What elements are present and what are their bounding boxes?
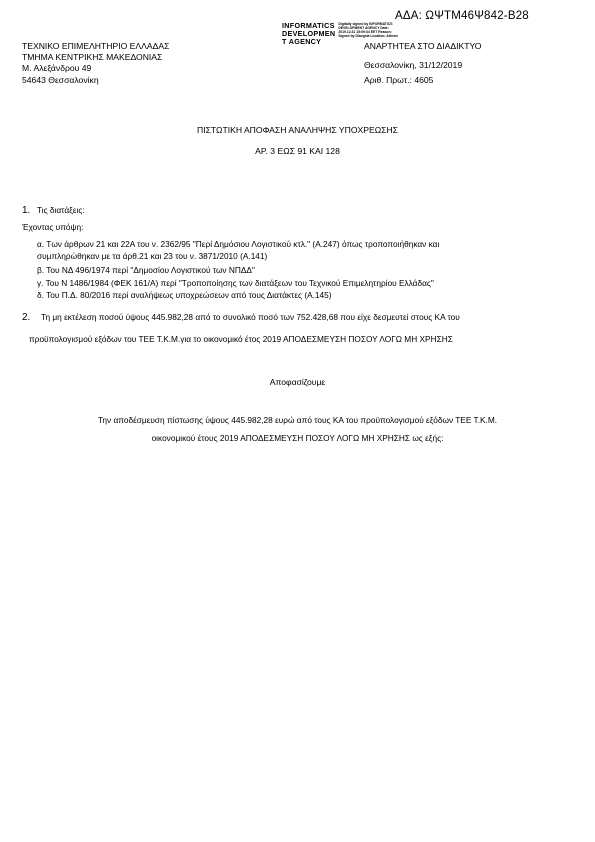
document-title: ΠΙΣΤΩΤΙΚΗ ΑΠΟΦΑΣΗ ΑΝΑΛΗΨΗΣ ΥΠΟΧΡΕΩΣΗΣ	[197, 125, 398, 135]
item-a-line-1: α. Των άρθρων 21 και 22Α του ν. 2362/95 "Περί Δημόσιου Λογιστικού κτλ." (Α.247) όπως τροποποιήθηκαν και	[37, 239, 440, 249]
stamp-word-1: INFORMATICS	[282, 21, 335, 30]
section-2-line-1: Τη μη εκτέλεση ποσού ύψους 445.982,28 από το συνολικό ποσό των 752.428,68 που είχε δεσμευτεί στους ΚΑ του	[41, 312, 460, 322]
item-d: δ. Του Π.Δ. 80/2016 περί αναλήψεως υποχρεώσεων από τους Διατάκτες (Α.145)	[37, 290, 332, 300]
closing-line-1: Την αποδέσμευση πίστωσης ύψους 445.982,28 ευρώ από τους ΚΑ του προϋπολογισμού εξόδων ΤΕΕ Τ.Κ.Μ.	[97, 415, 498, 425]
sender-city: 54643 Θεσσαλονίκη	[22, 75, 99, 85]
protocol-number: Αριθ. Πρωτ.: 4605	[364, 75, 434, 85]
section-2-number: 2.	[22, 312, 31, 323]
stamp-word-2: DEVELOPMEN	[282, 29, 336, 38]
document-date: Θεσσαλονίκη, 31/12/2019	[364, 60, 463, 70]
item-b: β. Του ΝΔ 496/1974 περί "Δημοσίου Λογιστικού των ΝΠΔΔ"	[37, 265, 255, 275]
section-2-line-2: προϋπολογισμού εξόδων του ΤΕΕ Τ.Κ.Μ.για το οικονομικό έτος 2019 ΑΠΟΔΕΣΜΕΥΣΗ ΠΟΣΟΥ ΛΟΓΩ ΜΗ ΧΡΗΣΗΣ	[29, 334, 453, 344]
considering-label: Έχοντας υπόψη:	[22, 222, 84, 232]
item-c: γ. Του Ν 1486/1984 (ΦΕΚ 161/Α) περί "Τροποποίησης των διατάξεων του Τεχνικού Επιμελητηρίου Ελλάδας"	[37, 278, 434, 288]
item-a-line-2: συμπληρώθηκαν με τα άρθ.21 και 23 του ν. 3871/2010 (Α.141)	[37, 251, 268, 261]
stamp-word-3: T AGENCY	[282, 37, 322, 46]
section-1-number: 1.	[22, 205, 31, 216]
stamp-agency-name	[282, 22, 335, 46]
sender-street: Μ. Αλεξάνδρου 49	[22, 63, 92, 73]
stamp-fine-print: Digitally signed by INFORMATICS DEVELOPMENT AGENCY Date: 2019.12.31 15:09:34 EET Reason: Signed by Diavgeia Location: Athens	[338, 22, 398, 38]
document-subtitle: ΑΡ. 3 ΕΩΣ 91 ΚΑΙ 128	[255, 146, 340, 156]
sender-org-name: ΤΕΧΝΙΚΟ ΕΠΙΜΕΛΗΤΗΡΙΟ ΕΛΛΑΔΑΣ	[22, 41, 170, 51]
posted-online-label: ΑΝΑΡΤΗΤΕΑ ΣΤΟ ΔΙΑΔΙΚΤΥΟ	[364, 41, 482, 51]
closing-line-2: οικονομικού έτους 2019 ΑΠΟΔΕΣΜΕΥΣΗ ΠΟΣΟΥ ΛΟΓΩ ΜΗ ΧΡΗΣΗΣ ως εξής:	[151, 433, 444, 443]
decision-heading: Αποφασίζουμε	[269, 377, 326, 387]
section-1-heading: Τις διατάξεις:	[37, 205, 85, 215]
sender-department: ΤΜΗΜΑ ΚΕΝΤΡΙΚΗΣ ΜΑΚΕΔΟΝΙΑΣ	[22, 52, 163, 62]
ada-code: ΑΔΑ: ΩΨΤΜ46Ψ842-Β28	[395, 10, 529, 22]
